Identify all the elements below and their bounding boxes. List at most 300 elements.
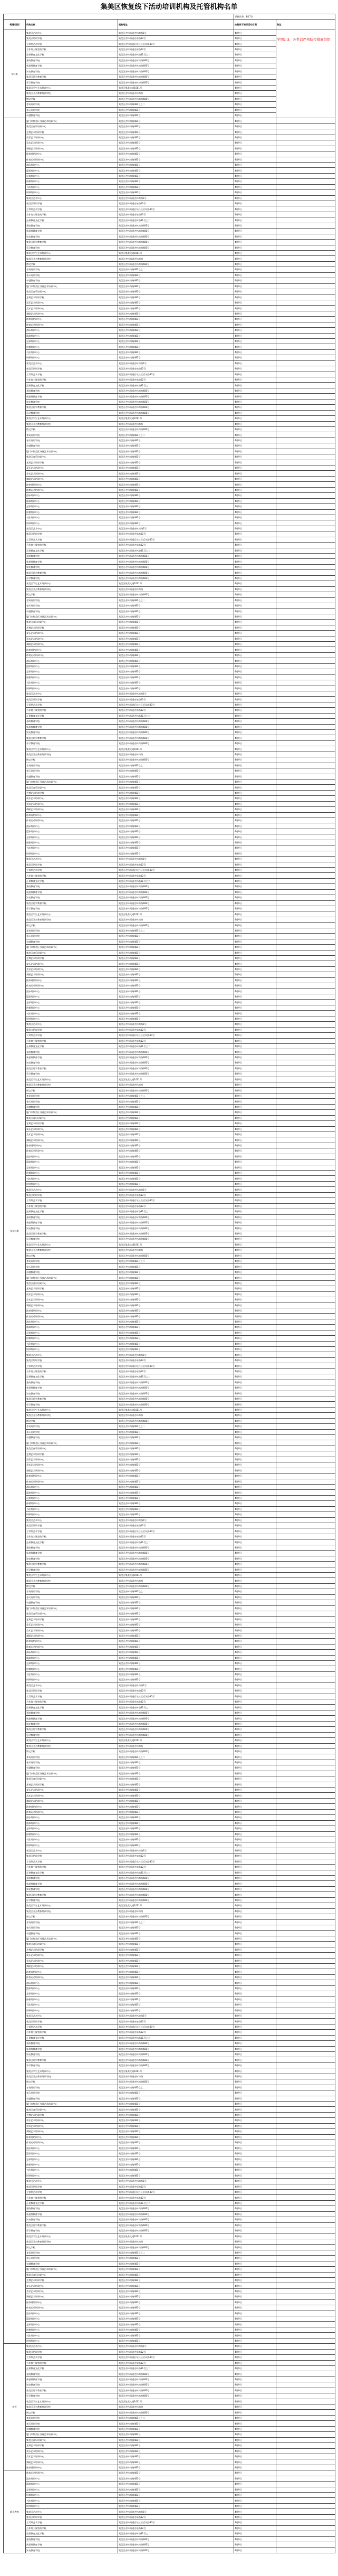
institution-name: 足球培训中心: [26, 2487, 118, 2492]
remark-cell: [276, 1347, 335, 1352]
table-row: [4, 1600, 335, 1605]
institution-address: 集美区杏林街道杏林湾路481号: [118, 923, 234, 928]
institution-name: 钢琴培训中心: [26, 1842, 118, 1848]
resume-date: 4月9日: [234, 2514, 276, 2520]
resume-date: 4月9日: [234, 609, 276, 614]
resume-date: 4月9日: [234, 118, 276, 123]
remark-cell: [276, 1523, 335, 1528]
resume-date: 4月9日: [234, 1853, 276, 1859]
institution-name: 集美区圣杰教育培训学校: [26, 752, 118, 757]
institution-address: 集美区杏林街道杏林湾路481号: [118, 1710, 234, 1715]
institution-name: 厦门市集美区书画艺术培训中心: [26, 779, 118, 784]
institution-address: 集美区杏林湾路481号: [118, 1000, 234, 1005]
institution-name: 立青坪艺术学校: [26, 2024, 118, 2029]
institution-address: 集美区杏林湾路481号: [118, 1931, 234, 1936]
table-row: [4, 328, 335, 333]
institution-name: 游泳培训中心: [26, 2311, 118, 2316]
institution-name: 集美区思学教育学校: [26, 1066, 118, 1071]
remark-cell: [276, 162, 335, 167]
institution-name: 美术艺术培训中心: [26, 140, 118, 146]
institution-name: 围棋培训中心: [26, 2162, 118, 2167]
institution-name: 合作第三课堂的学校: [26, 1038, 118, 1043]
institution-address: 集美区杏林湾路481号: [118, 2503, 234, 2508]
institution-address: 集美区杏林湾路481号: [118, 2140, 234, 2145]
table-row: [4, 1308, 335, 1313]
resume-date: 4月9日: [234, 592, 276, 597]
table-row: [4, 570, 335, 575]
institution-address: 集美区杏林湾路481号: [118, 1655, 234, 1660]
institution-address: 集美区杏林街道杏林湾路481号: [118, 1886, 234, 1891]
remark-cell: [276, 1721, 335, 1726]
institution-address: 集美区杏林街道杏林湾路: [118, 586, 234, 592]
resume-date: 4月9日: [234, 1126, 276, 1132]
remark-cell: [276, 179, 335, 184]
table-row: [4, 146, 335, 151]
resume-date: 4月9日: [234, 1628, 276, 1633]
institution-address: 集美区杏林街道杏林湾路481号: [118, 1583, 234, 1589]
resume-date: 4月9日: [234, 1474, 276, 1479]
remark-cell: [276, 1198, 335, 1203]
institution-name: 博文学校: [26, 923, 118, 928]
institution-name: 集美区培训学校: [26, 1688, 118, 1694]
resume-date: 4月9日: [234, 1462, 276, 1468]
table-row: [4, 1291, 335, 1297]
institution-name: 正果教育文化学校: [26, 1870, 118, 1875]
table-row: [4, 2536, 335, 2542]
institution-name: 合作第三课堂的学校: [26, 2195, 118, 2200]
institution-address: 集美区杏林街道杏林湾路481号: [118, 735, 234, 740]
institution-name: 乐学教育学校: [26, 1732, 118, 1737]
table-row: [4, 1253, 335, 1258]
institution-name: 爱乐艺术培训中心: [26, 1126, 118, 1132]
resume-date: 4月9日: [234, 1947, 276, 1952]
resume-date: 4月9日: [234, 1259, 276, 1264]
table-row: [4, 950, 335, 955]
table-row: [4, 746, 335, 752]
table-row: [4, 977, 335, 983]
remark-cell: [276, 355, 335, 360]
institution-address: 集美区杏林湾路481号之二: [118, 1259, 234, 1264]
institution-name: 乐学教育学校: [26, 2393, 118, 2399]
resume-date: 4月9日: [234, 1325, 276, 1330]
resume-date: 4月9日: [234, 2140, 276, 2145]
institution-address: 集美区杏林街道杏林湾路481号: [118, 2222, 234, 2228]
table-row: [4, 1357, 335, 1363]
institution-address: 集美区杏林街道杏林湾路481号: [118, 1897, 234, 1903]
institution-address: 集美区杏林街道杏林湾路481号: [118, 1721, 234, 1726]
institution-name: 知友教育学校: [26, 69, 118, 74]
remark-cell: [276, 1104, 335, 1109]
remark-cell: [276, 614, 335, 619]
resume-date: 4月9日: [234, 1363, 276, 1368]
resume-date: 4月9日: [234, 1776, 276, 1782]
institution-name: 篮球培训中心: [26, 498, 118, 503]
table-row: [4, 1677, 335, 1683]
table-row: [4, 129, 335, 135]
resume-date: 4月9日: [234, 1165, 276, 1170]
resume-date: 4月9日: [234, 752, 276, 757]
institution-address: 集美区杏林街道杏林湾路481号: [118, 405, 234, 410]
table-row: [4, 311, 335, 316]
resume-date: 4月9日: [234, 74, 276, 79]
table-row: [4, 1110, 335, 1115]
table-row: [4, 1964, 335, 1969]
resume-date: 4月9日: [234, 889, 276, 895]
institution-name: 美术艺术培训中心: [26, 1462, 118, 1468]
table-row: [4, 1567, 335, 1572]
resume-date: 4月9日: [234, 1919, 276, 1925]
remark-cell: [276, 1054, 335, 1060]
resume-date: 4月9日: [234, 1539, 276, 1545]
institution-name: 合作第三课堂的学校: [26, 2525, 118, 2531]
institution-name: 厦门市集美区书画艺术培训中心: [26, 2432, 118, 2437]
remark-cell: [276, 2470, 335, 2476]
table-row: [4, 1176, 335, 1181]
resume-date: 4月9日: [234, 2476, 276, 2481]
resume-date: 4月9日: [234, 680, 276, 686]
resume-date: 4月9日: [234, 1209, 276, 1214]
institution-address: 集美区杏林湾路481号: [118, 674, 234, 680]
institution-name: 集美区音乐培训中心: [26, 123, 118, 129]
institution-address: 集美区杏林街道杏林湾路: [118, 1082, 234, 1088]
institution-address: 集美区杏林街道杏林湾路481号: [118, 1545, 234, 1550]
remark-cell: [276, 1077, 335, 1082]
institution-name: 乐学教育学校: [26, 1567, 118, 1572]
institution-address: 集美区杏林街道后坑社区后坑路80号: [118, 372, 234, 377]
institution-address: 集美区杏林湾路481号: [118, 955, 234, 961]
remark-cell: [276, 603, 335, 608]
resume-date: 4月9日: [234, 1738, 276, 1743]
table-row: [4, 1435, 335, 1440]
institution-name: 书法培训中心: [26, 1506, 118, 1512]
remark-cell: [276, 1743, 335, 1748]
institution-name: 立青坪艺术学校: [26, 372, 118, 377]
institution-address: 集美区杏林街道杏林湾路1号: [118, 360, 234, 366]
institution-address: 集美区杏林湾路481号: [118, 1793, 234, 1798]
remark-cell: [276, 1479, 335, 1484]
resume-date: 4月9日: [234, 1671, 276, 1677]
institution-name: 立青坪艺术学校: [26, 537, 118, 542]
resume-date: 4月9日: [234, 135, 276, 140]
institution-name: 春天英语学校: [26, 272, 118, 278]
resume-date: 4月9日: [234, 1886, 276, 1891]
remark-cell: [276, 1539, 335, 1545]
institution-name: 正果教育文化学校: [26, 2365, 118, 2371]
institution-name: 美术艺术培训中心: [26, 1793, 118, 1798]
institution-address: 集美区杏林街道杏林湾路481号: [118, 399, 234, 404]
resume-date: 4月9日: [234, 1964, 276, 1969]
institution-address: 集美区杏林湾路481号: [118, 1319, 234, 1324]
table-row: [4, 454, 335, 460]
table-row: [4, 1688, 335, 1694]
institution-name: 嘉庚教育学校: [26, 1876, 118, 1881]
institution-address: 集美区杏林湾路481号: [118, 2145, 234, 2151]
remark-cell: [276, 575, 335, 581]
institution-name: 春天英语学校: [26, 107, 118, 112]
resume-date: 4月9日: [234, 900, 276, 906]
resume-date: 4月9日: [234, 1551, 276, 1556]
resume-date: 4月9日: [234, 730, 276, 735]
remark-cell: [276, 2465, 335, 2470]
institution-name: 篮球培训中心: [26, 2316, 118, 2322]
institution-name: 书法培训中心: [26, 349, 118, 355]
institution-name: 嘉庚教育学校: [26, 554, 118, 559]
resume-date: 4月9日: [234, 240, 276, 245]
institution-name: 钢琴培训中心: [26, 1181, 118, 1186]
institution-name: 正果教育文化学校: [26, 1374, 118, 1380]
resume-date: 4月9日: [234, 91, 276, 96]
remark-cell: [276, 2393, 335, 2399]
resume-date: 4月9日: [234, 1562, 276, 1567]
remark-cell: [276, 2327, 335, 2332]
remark-cell: [276, 1413, 335, 1418]
remark-cell: [276, 1551, 335, 1556]
remark-cell: [276, 2118, 335, 2123]
institution-address: 集美区杏林街道杏林湾路481号: [118, 1716, 234, 1721]
institution-name: 体育运动培训中心: [26, 652, 118, 658]
institution-address: 集美区杏林湾路481号之二: [118, 1754, 234, 1760]
table-row: [4, 206, 335, 212]
table-row: [4, 1633, 335, 1638]
remark-cell: [276, 2288, 335, 2294]
table-row: [4, 2200, 335, 2206]
remark-cell: [276, 399, 335, 404]
institution-name: 美术艺术培训中心: [26, 306, 118, 311]
resume-date: 4月9日: [234, 201, 276, 206]
institution-address: 集美区集美大道1001号: [118, 1738, 234, 1743]
resume-date: 4月9日: [234, 520, 276, 526]
resume-date: 4月9日: [234, 1528, 276, 1534]
remark-cell: [276, 636, 335, 641]
institution-name: 篮球培训中心: [26, 2151, 118, 2156]
institution-name: 乐学教育学校: [26, 1897, 118, 1903]
table-row: [4, 752, 335, 757]
table-row: [4, 2233, 335, 2239]
remark-cell: [276, 206, 335, 212]
institution-name: 育英英语学校: [26, 1259, 118, 1264]
resume-date: 4月9日: [234, 2123, 276, 2128]
institution-address: 集美区杏林湾路481号: [118, 1809, 234, 1814]
institution-name: 足球培训中心: [26, 1165, 118, 1170]
institution-name: 知友教育学校: [26, 234, 118, 239]
table-row: [4, 1859, 335, 1864]
remark-cell: [276, 928, 335, 933]
resume-date: 4月9日: [234, 2349, 276, 2354]
resume-date: 4月9日: [234, 102, 276, 107]
remark-cell: [276, 674, 335, 680]
institution-name: 春天英语学校: [26, 768, 118, 774]
institution-address: 集美区杏林街道杏林湾路481号: [118, 1881, 234, 1886]
institution-name: 集美区圣杰教育培训学校: [26, 421, 118, 426]
institution-name: 集美区学生艺术培训中心: [26, 250, 118, 255]
remark-cell: [276, 867, 335, 872]
remark-cell: [276, 2410, 335, 2415]
remark-cell: [276, 559, 335, 564]
resume-date: 4月9日: [234, 2437, 276, 2442]
institution-name: 集美区思学教育学校: [26, 735, 118, 740]
institution-name: 游泳培训中心: [26, 1980, 118, 1985]
institution-address: 集美区杏林街道杏林湾路481号: [118, 234, 234, 239]
institution-name: 集美区学生艺术培训中心: [26, 2068, 118, 2074]
table-row: [4, 1738, 335, 1743]
institution-address: 集美区杏林湾路481号: [118, 1953, 234, 1958]
institution-name: 围棋培训中心: [26, 344, 118, 349]
table-row: [4, 2482, 335, 2487]
institution-name: 集美区培训学校: [26, 35, 118, 41]
resume-date: 4月9日: [234, 724, 276, 729]
resume-date: 4月9日: [234, 234, 276, 239]
institution-address: 集美区杏林街道杏林路31号之二: [118, 1870, 234, 1875]
table-row: [4, 1523, 335, 1528]
remark-cell: [276, 1892, 335, 1897]
table-row: [4, 377, 335, 383]
table-row: [4, 2030, 335, 2035]
header-name: 机构名称: [26, 20, 118, 30]
resume-date: 4月9日: [234, 2548, 276, 2553]
resume-date: 4月9日: [234, 1093, 276, 1098]
resume-date: 4月9日: [234, 2344, 276, 2349]
institution-address: 集美区杏林街道后坑社区后坑路80号: [118, 2520, 234, 2525]
resume-date: 4月9日: [234, 1892, 276, 1897]
institution-name: 正果教育文化学校: [26, 1043, 118, 1049]
resume-date: 4月9日: [234, 1043, 276, 1049]
institution-name: 集美区思学教育学校: [26, 74, 118, 79]
remark-cell: [276, 1991, 335, 1997]
institution-name: 集美区音乐培训中心: [26, 2272, 118, 2277]
table-row: [4, 2024, 335, 2029]
institution-address: 集美区杏林街道杏林湾路481号: [118, 592, 234, 597]
table-row: [4, 1562, 335, 1567]
table-row: [4, 1512, 335, 1517]
table-row: [4, 2410, 335, 2415]
resume-date: 4月9日: [234, 2101, 276, 2106]
remark-cell: [276, 1639, 335, 1644]
table-row: [4, 261, 335, 267]
table-row: [4, 779, 335, 784]
remark-cell: [276, 592, 335, 597]
table-row: [4, 388, 335, 393]
institution-address: 集美区杏林湾路481号: [118, 2107, 234, 2112]
resume-date: 4月9日: [234, 1148, 276, 1154]
resume-date: 4月9日: [234, 1705, 276, 1710]
institution-name: 跆拳道培训中心: [26, 1474, 118, 1479]
resume-date: 4月9日: [234, 1660, 276, 1666]
institution-address: 集美区杏林湾路481号: [118, 1639, 234, 1644]
institution-address: 集美区杏林湾路481号: [118, 983, 234, 988]
resume-date: 4月9日: [234, 1748, 276, 1754]
institution-name: 春天英语学校: [26, 2421, 118, 2426]
table-row: [4, 168, 335, 173]
institution-address: 集美区杏林街道杏林湾路481号: [118, 96, 234, 101]
resume-date: 4月9日: [234, 647, 276, 652]
resume-date: 4月9日: [234, 1589, 276, 1594]
institution-name: 卓越教育学校: [26, 2096, 118, 2101]
institution-name: 跆拳道培训中心: [26, 482, 118, 487]
institution-address: 集美区杏林湾路481号: [118, 1501, 234, 1506]
table-row: [4, 603, 335, 608]
institution-name: 正果教育文化学校: [26, 713, 118, 718]
category-cell: 非学科类: [4, 118, 26, 2344]
institution-address: 集美区杏林街道杏前路12号: [118, 697, 234, 702]
remark-cell: [276, 2514, 335, 2520]
institution-name: 跆拳道培训中心: [26, 2134, 118, 2140]
institution-name: 集美区学生艺术培训中心: [26, 2399, 118, 2404]
remark-cell: [276, 807, 335, 812]
table-row: [4, 1374, 335, 1380]
institution-address: 集美区杏林湾路481号: [118, 300, 234, 305]
table-row: [4, 1396, 335, 1401]
table-row: [4, 151, 335, 157]
remark-cell: [276, 851, 335, 856]
table-row: [4, 498, 335, 503]
remark-cell: [276, 217, 335, 223]
institution-name: 乐学教育学校: [26, 2062, 118, 2068]
institution-name: 立青坪艺术学校: [26, 1528, 118, 1534]
table-row: [4, 1655, 335, 1660]
resume-date: 4月9日: [234, 113, 276, 118]
table-row: [4, 586, 335, 592]
institution-address: 集美区杏林街道杏林湾路1号: [118, 691, 234, 696]
institution-address: 集美区杏林湾路481号: [118, 1341, 234, 1346]
remark-cell: [276, 2145, 335, 2151]
remark-cell: [276, 1429, 335, 1434]
institution-name: 体育运动培训中心: [26, 1148, 118, 1154]
remark-cell: [276, 2013, 335, 2018]
institution-address: 集美区杏林湾路481号: [118, 123, 234, 129]
table-row: [4, 1093, 335, 1098]
institution-name: 围棋培训中心: [26, 674, 118, 680]
remark-cell: [276, 322, 335, 327]
remark-cell: [276, 1881, 335, 1886]
remark-cell: [276, 1886, 335, 1891]
resume-date: 4月9日: [234, 1231, 276, 1236]
table-row: [4, 1947, 335, 1952]
table-row: [4, 1545, 335, 1550]
remark-cell: [276, 961, 335, 966]
institution-address: 集美区杏林湾路481号: [118, 1269, 234, 1275]
resume-date: 4月9日: [234, 763, 276, 768]
resume-date: 4月9日: [234, 1771, 276, 1776]
institution-name: 爱乐艺术培训中心: [26, 796, 118, 801]
remark-cell: [276, 2140, 335, 2145]
table-row: [4, 2437, 335, 2442]
institution-name: 合作第三课堂的学校: [26, 708, 118, 713]
institution-name: 乐学教育学校: [26, 575, 118, 581]
resume-date: 4月9日: [234, 426, 276, 432]
institution-address: 集美区杏林湾路481号: [118, 1291, 234, 1297]
remark-cell: [276, 2195, 335, 2200]
institution-address: 集美区杏林湾路481号: [118, 1451, 234, 1457]
resume-date: 4月9日: [234, 873, 276, 878]
institution-address: 集美区杏林湾路481号之二: [118, 102, 234, 107]
institution-address: 集美区集美大道1001号: [118, 1572, 234, 1577]
institution-name: 爱乐艺术培训中心: [26, 300, 118, 305]
resume-date: 4月9日: [234, 1991, 276, 1997]
table-row: [4, 801, 335, 806]
institution-name: 爱乐艺术培训中心: [26, 1622, 118, 1627]
remark-cell: [276, 1605, 335, 1611]
table-row: [4, 1727, 335, 1732]
institution-name: 爱乐艺术培训中心: [26, 1788, 118, 1793]
table-row: [4, 2085, 335, 2090]
institution-name: 游泳培训中心: [26, 2476, 118, 2481]
table-row: [4, 1683, 335, 1688]
table-row: [4, 1495, 335, 1500]
resume-date: 4月9日: [234, 2200, 276, 2206]
institution-address: 集美区杏林街道后坑社区后坑路80号: [118, 1198, 234, 1203]
remark-cell: [276, 493, 335, 498]
resume-date: 4月9日: [234, 35, 276, 41]
